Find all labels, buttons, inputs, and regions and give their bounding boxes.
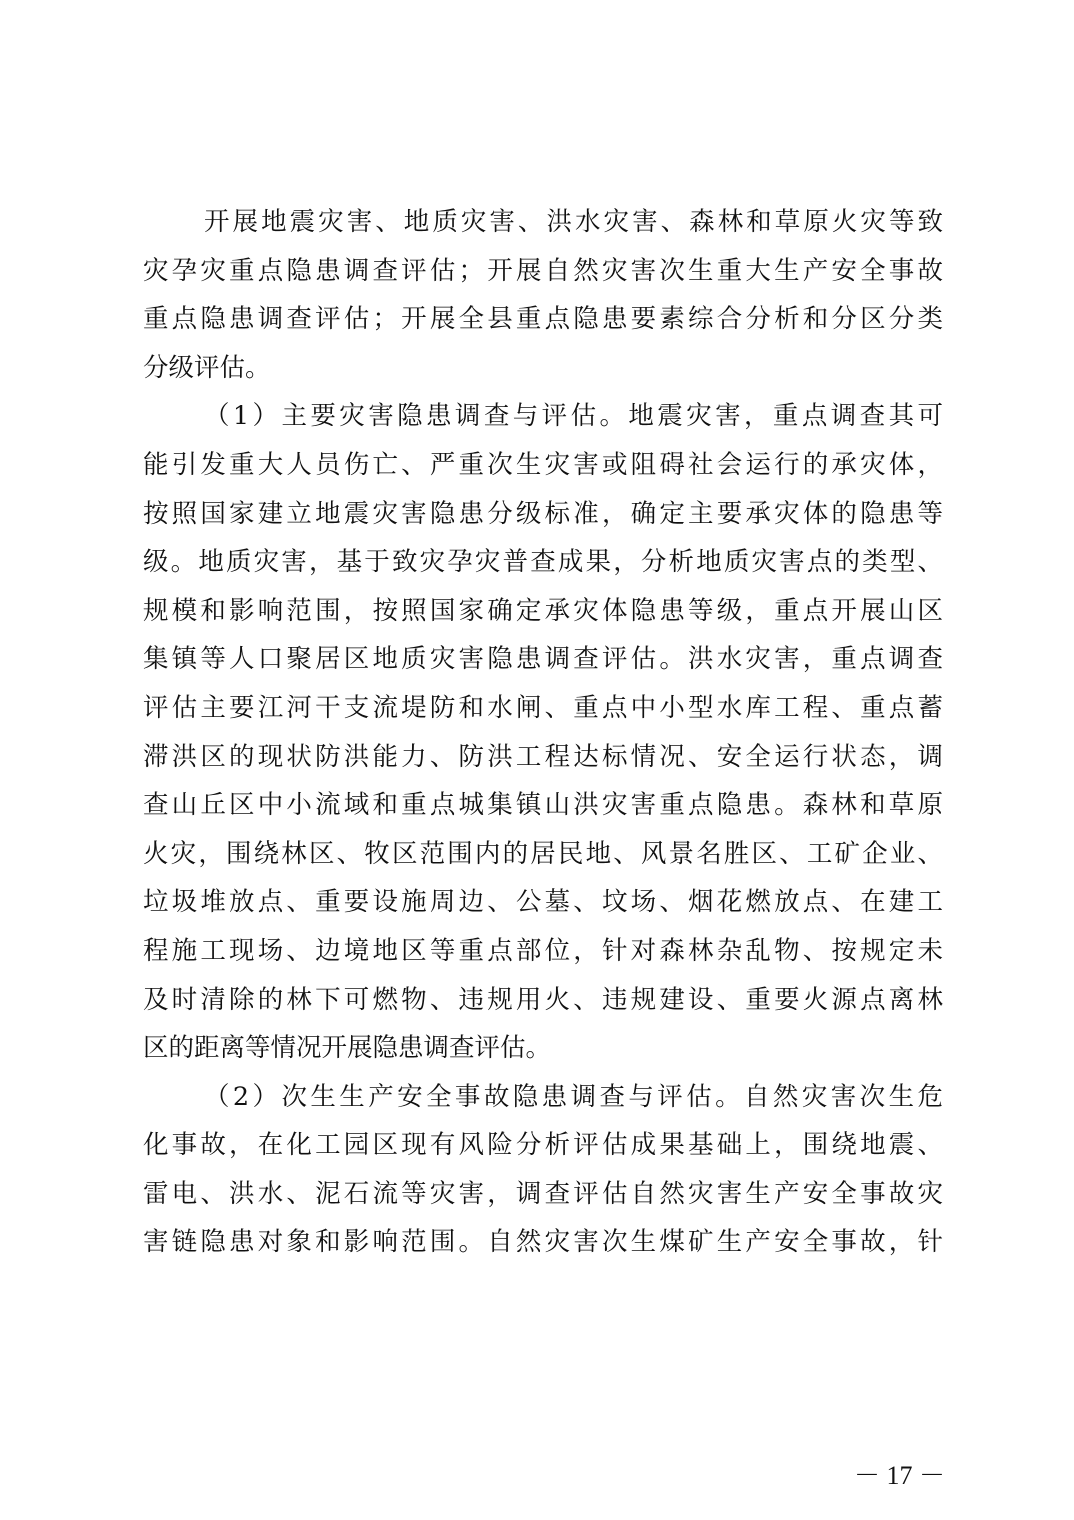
text-line: 火灾，围绕林区、牧区范围内的居民地、风景名胜区、工矿企业、 [143,838,943,869]
text-line: 害链隐患对象和影响范围。自然灾害次生煤矿生产安全事故，针 [143,1227,943,1258]
text-line: 雷电、洪水、泥石流等灾害，调查评估自然灾害生产安全事故灾 [143,1178,943,1209]
text-line: 评估主要江河干支流堤防和水闸、重点中小型水库工程、重点蓄 [143,692,943,723]
body-text [143,198,943,1267]
text-line: 滞洪区的现状防洪能力、防洪工程达标情况、安全运行状态，调 [143,741,943,772]
text-line: 能引发重大人员伤亡、严重次生灾害或阻碍社会运行的承灾体， [143,449,943,480]
text-line: 灾孕灾重点隐患调查评估；开展自然灾害次生重大生产安全事故 [143,255,943,286]
text-line: 查山丘区中小流域和重点城集镇山洪灾害重点隐患。森林和草原 [143,790,943,821]
text-line: 分级评估。 [143,352,271,383]
text-line: 重点隐患调查评估；开展全县重点隐患要素综合分析和分区分类 [143,304,943,335]
text-line: （1）主要灾害隐患调查与评估。地震灾害，重点调查其可 [204,401,943,432]
text-line: 规模和影响范围，按照国家确定承灾体隐患等级，重点开展山区 [143,595,943,626]
text-line: 区的距离等情况开展隐患调查评估。 [143,1033,552,1064]
page-number: － 17 － [853,1461,945,1490]
text-line: 集镇等人口聚居区地质灾害隐患调查评估。洪水灾害，重点调查 [143,644,943,675]
text-line: 程施工现场、边境地区等重点部位，针对森林杂乱物、按规定未 [143,935,943,966]
text-line: 级。地质灾害，基于致灾孕灾普查成果，分析地质灾害点的类型、 [143,547,943,578]
paragraph-main-hazards [143,392,943,1072]
text-line: 化事故，在化工园区现有风险分析评估成果基础上，围绕地震、 [143,1130,943,1161]
text-line: （2）次生生产安全事故隐患调查与评估。自然灾害次生危 [204,1081,943,1112]
text-line: 垃圾堆放点、重要设施周边、公墓、坟场、烟花燃放点、在建工 [143,887,943,918]
paragraph-secondary-accidents [143,1073,943,1267]
paragraph-intro [143,198,943,392]
text-line: 按照国家建立地震灾害隐患分级标准，确定主要承灾体的隐患等 [143,498,943,529]
text-line: 开展地震灾害、地质灾害、洪水灾害、森林和草原火灾等致 [204,207,943,237]
text-line: 及时清除的林下可燃物、违规用火、违规建设、重要火源点离林 [143,984,943,1015]
